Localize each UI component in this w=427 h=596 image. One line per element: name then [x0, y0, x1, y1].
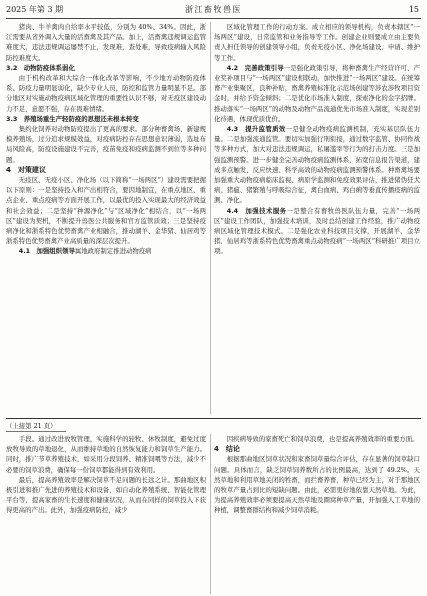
upper-right-column	[214, 22, 420, 410]
lower-left-column	[6, 434, 206, 594]
paragraph: 区域化管理工作的行动方案。成立相应的领导机构，负责本辖区“一场两区”建设，日常监管和业务指导等工作。创建企业则要成立由主要负责人担任领导的创建领导小组，负责无疫小区、净化场建设、申请、维护等工作。	[214, 23, 420, 62]
section-heading-3-3: 3.3 养殖场重生产轻防疫的思想还未根本转变	[6, 114, 139, 123]
paragraph: 一是强化政策引导，将种畜禽生产经营许可、产业奖补项目与“一场两区”建设相联动，加快推进“一场两区”建设。在统筹畜产业集聚区，良种补贴，畜禽养殖标准化示范场创建等涉农涉牧项目资金时，并给予资金倾斜；二是优化市场准入制度，探索净化的金字招牌。推动落实“一场两区”的动物及动物产品流通优先市场准入制度，实现差别化待遇，体现优质优价。	[214, 63, 420, 123]
section-heading-4-3: 4.3 提升监管质效	[226, 125, 286, 134]
article-separator	[6, 418, 421, 419]
continuation-rule	[6, 431, 66, 432]
running-header	[6, 3, 421, 19]
paragraph: 由于机构改革和大综合一体化改革等影响，不少地方动物防疫体系、防疫力量明显弱化，缺少专业人员，防控和监管力量明显不足。部分地区对实施动物疫病区域化管理的重要性认识不够，对无疫区建设动力不足，意愿不强，存在畏难情绪。	[6, 74, 206, 113]
paragraph: 因疾病导致的家畜死亡和饲草浪费，也是提高养殖效率的重要方面。	[226, 435, 419, 443]
paragraph: 手段。通过改进放牧管理，实施科学的轮牧、休牧制度，避免过度放牧导致的草地退化，从而维持草地的自然恢复能力和饲草生产能力。同时，推广节草养殖技术，如采用分段饲养、精准饲喂等方法，减少不必要的饲草浪费，确保每一份饲草都能得到有效利用。	[6, 435, 206, 474]
paragraph: 一是整合有畜牧兽医队伍力量，完善“一场两区”建设工作团队，加强技术培训，及时总结创建工作经验，推广动物疫病区域化管理技术模式。二是强化农业科技项目支撑，开展湖羊、金华猪、仙居鸡等浙系特色优势畜禽重点动物疫病“一场两区”科研推广项目立项。	[214, 206, 420, 256]
lower-right-column	[214, 434, 420, 594]
section-heading-3-2: 3.2 动物防疫体系弱化	[6, 63, 75, 72]
paragraph: 根据那曲地区饲草状况和家畜饲草量综合评估，存在显著的饲草缺口问题。具体而言，缺乏饲草饲养数所占的比例最高，达到了 49.2%。天然草地和利用草地关闭的牲畜，而拦畜养畜，种草已经为主，对于那地区的牧草产量占到比的短缺问题。由此，必需更好地依靠天然草地。为此，为提高养殖效率必须要提高天然草地及圈窝种草产量，开加强人工草地的种植，调整畜群结构和减少饲草消耗。	[214, 455, 420, 515]
section-heading-4-1: 4.1 加强组织领导	[18, 247, 75, 256]
section-heading-4-4: 4.4 加强技术服务	[226, 206, 287, 215]
continuation-label: （上接第 21 页）	[6, 422, 57, 430]
section-heading-4: 4 对策建议	[6, 165, 46, 174]
paragraph: 无疫区、无疫小区、净化场（以下简称“一场两区”）建设需要把握以下原则：一是坚持投入和产出相符合，要因地制宜，在重点地区、重点企业、重点疫病等方面开展工作，以最优的投入实现最大的经济效益和社会效益；二是坚持“种源净化”与“区域净化”相结合，以“一场两区”建设为契机，不断提升兽医公共服务和官方监管质效；三是坚持疫病净化和浙系特色优势畜禽产业相融合，推动湖羊、金华猪、仙居鸡等浙系特色优势畜禽产业高质量的深层次提升。	[6, 176, 206, 246]
upper-left-column	[6, 22, 206, 410]
section-heading-conclusion: 4 结论	[214, 445, 240, 454]
issue-label: 2025 年第 3 期	[6, 5, 64, 14]
page-number: 15	[408, 5, 419, 14]
paragraph: 最后，提高养殖效率是解决饲草不足问题的长远之计。那曲地区积极引进和推广先进的养殖技术和设备，如自动化养殖系统、智能化管理平台等，提高家畜的生长速度和健康状况，从而在同样的饲草投入下获得更高的产出。此外，加强疫病防控，减少	[6, 475, 206, 515]
paragraph: 一是健全动物疫病监测机制，充实基层队伍力量。二是加强流通监管。要切实加强行刑衔接，通过数字监管、协同作战等多种方式，加大对违法违规调运，私屠滥宰等行为的打击力度。三是加强监测预警。进一步健全完善动物疫病监测体系，拓宽信息报告渠道，建成多点触发、反应快速、科学高效的动物疫病监测预警体系。种畜禽场要加强重大动物疫病临床监视、病原学监测和免疫效果评估，推进猪伪狂犬病、猪瘟、猪繁殖与呼吸综合征，禽白血病、鸡白痢等垂直传播疫病的监测、净化。	[214, 125, 420, 205]
journal-title: 浙江畜牧兽医	[185, 5, 242, 14]
paragraph-fragment: 属地政府制定推进动物疫病	[74, 247, 152, 256]
paragraph: 猪肉、牛羊禽肉自给率水平较低，分别为 40%、34%。因此，浙江需要从省外调入大量的活畜禽及其产品。加上，活畜禽违规调运监管难度大，违法违规调运屡禁不止，发现难，查处难，导致疫病输入风险防控难度大。	[6, 23, 206, 62]
column-divider-upper	[210, 22, 211, 414]
paragraph: 集约化饲养对动物防疫提出了更高的要求。部分种畜禽场、新建规模养殖场，过分追求规模效益，对疫病防控存在思想意识薄弱，选址布局风险高，防疫设施建设不完善，疫苗免疫和疫病监测不到位等多种问题。	[6, 125, 206, 164]
section-heading-4-2: 4.2 完善政策引导	[226, 63, 284, 72]
column-divider-lower	[210, 434, 211, 594]
